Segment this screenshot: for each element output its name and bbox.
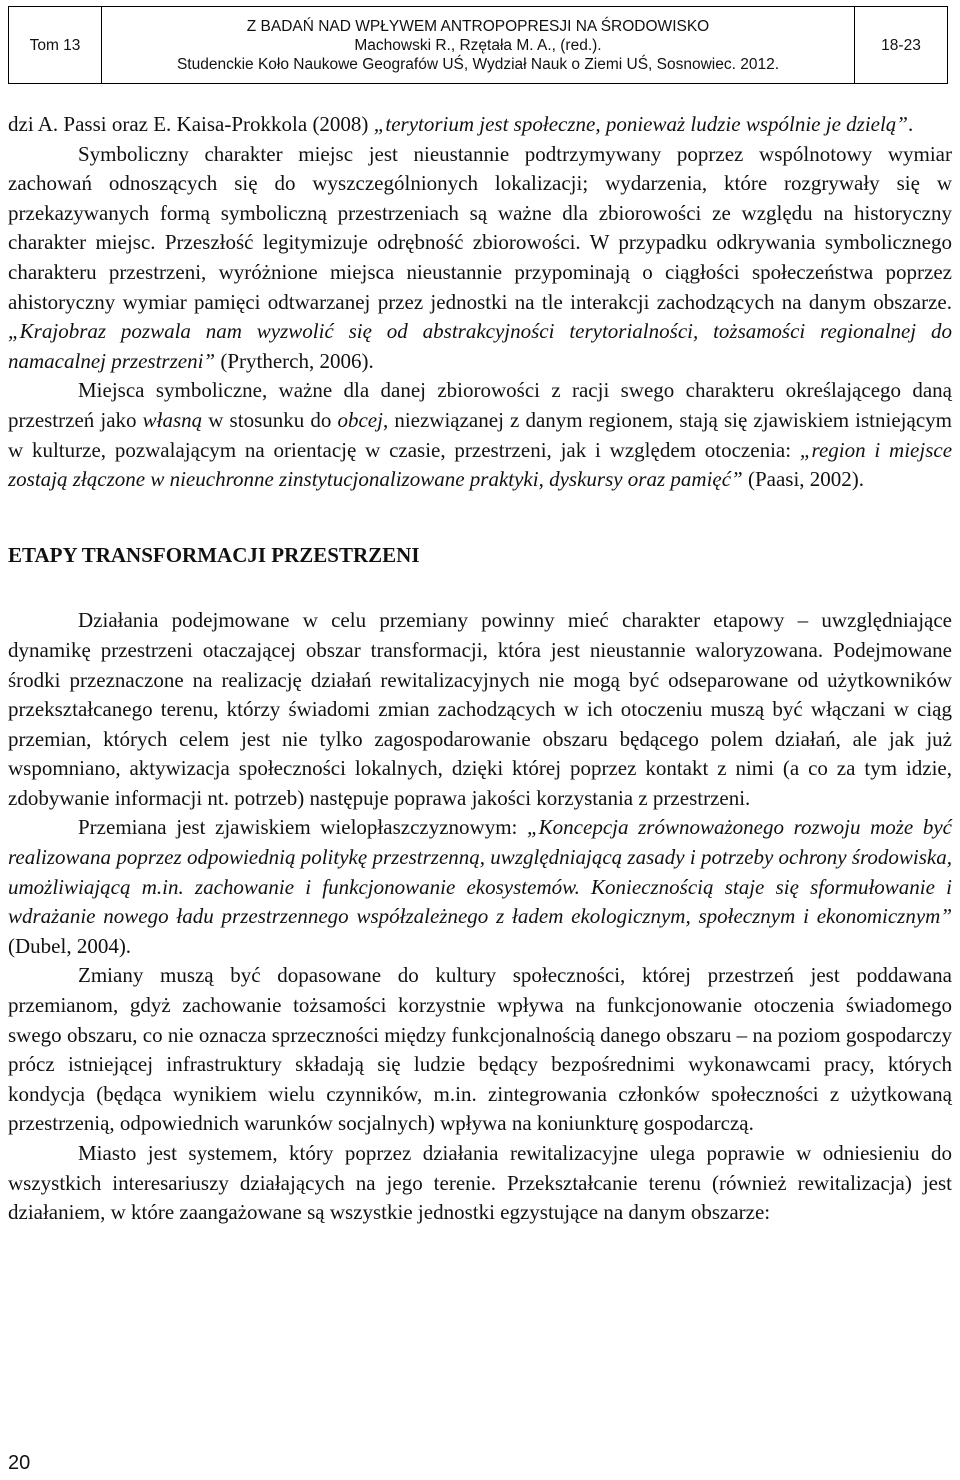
- paragraph-3: [8, 376, 952, 494]
- section-heading: ETAPY TRANSFORMACJI PRZESTRZENI: [8, 542, 420, 567]
- paragraph-4: Działania podejmowane w celu przemiany powinny mieć charakter etapowy – uwzględniające dynamikę przestrzeni otaczającej obszar transformacji, która jest nieustannie waloryzowana. Podejmowane środki przeznaczone na realizację działań rewitalizacyjnych nie mogą być odseparowane od użytkowników przekształcanego terenu, którzy świadomi zmian zachodzących w ich otoczeniu muszą być włączani w ciąg przemian, których celem jest nie tylko zagospodarowanie obszaru będącego polem działań, ale jak już wspomniano, aktywizacja społeczności lokalnych, dzięki której poprzez kontakt z nimi (a co za tym idzie, zdobywanie informacji nt. potrzeb) następuje poprawa jakości korzystania z przestrzeni.: [8, 608, 952, 810]
- paragraph-1-text: dzi A. Passi oraz E. Kaisa-Prokkola (2008): [8, 112, 374, 136]
- header-publisher: Studenckie Koło Naukowe Geografów UŚ, Wydział Nauk o Ziemi UŚ, Sosnowiec. 2012.: [176, 55, 780, 73]
- paragraph-3-emph-b: obcej: [337, 407, 383, 432]
- page-number: 20: [8, 1452, 31, 1474]
- paragraph-7: Miasto jest systemem, który poprzez działania rewitalizacyjne ulega poprawie w odniesieniu do wszystkich interesariuszy działających na jego terenie. Przekształcanie terenu (również rewitalizacja) jest działaniem, w które zaangażowane są wszystkie jednostki egzystujące na danym obszarze:: [8, 1141, 952, 1225]
- article-body: [8, 110, 952, 1228]
- section-body: [8, 606, 952, 1227]
- header-volume: Tom 13: [29, 36, 81, 54]
- paragraph-3-text-b: w stosunku do: [202, 407, 338, 432]
- paragraph-2-text: Symboliczny charakter miejsc jest nieustannie podtrzymywany poprzez wspólnotowy wymiar zachowań odnoszących się do wyszczególnionych lokalizacji; wydarzenia, które rozgrywały się w przekazywanych formą symboliczną przestrzeniach są ważne dla zbiorowości ze względu na historyczny charakter miejsc. Przeszłość legitymizuje odrębność zbiorowości. W przypadku odkrywania symbolicznego charakteru przestrzeni, wyróżnione miejsca nieustannie przypominają o ciągłości społeczeństwa poprzez ahistoryczny wymiar pamięci odtwarzanej przez jednostki na tle interakcji zachodzących na danym obszarze.: [8, 141, 952, 314]
- paragraph-1-end: .: [908, 112, 914, 136]
- paragraph-3-citation: (Paasi, 2002).: [742, 467, 865, 492]
- header-title-block: [101, 7, 855, 83]
- header-pages: 18-23: [881, 36, 921, 54]
- page-header: [8, 6, 948, 84]
- paragraph-6: Zmiany muszą być dopasowane do kultury społeczności, której przestrzeń jest poddawana przemianom, gdyż zachowanie tożsamości korzystnie wpływa na funkcjonowanie otoczenia świadomego swego obszaru, co nie oznacza sprzeczności między funkcjonalnością danego obszaru – na poziom gospodarczy prócz istniejącej infrastruktury składają się ludzie będący bezpośrednimi wykonawcami pracy, których kondycja (będąca wynikiem wielu czynników, m.in. zintegrowania członków społeczności z użytkowaną przestrzenią, odpowiednich warunków socjalnych) wpływa na koniunkturę gospodarczą.: [8, 963, 952, 1136]
- paragraph-5-text: Przemiana jest zjawiskiem wielopłaszczyznowym:: [78, 815, 527, 840]
- paragraph-2: [8, 140, 952, 377]
- paragraph-5: [8, 813, 952, 961]
- header-editors: Machowski R., Rzętała M. A., (red.).: [354, 36, 602, 54]
- paragraph-5-citation: (Dubel, 2004).: [8, 933, 132, 958]
- paragraph-3-text-c: , niezwiązanej z danym regionem, stają się zjawiskiem istniejącym w kulturze, pozwalającym na orientację w czasie, przestrzeni, jak i względem otoczenia:: [8, 407, 952, 462]
- paragraph-1-quote: „terytorium jest społeczne, ponieważ ludzie wspólnie je dzielą”: [373, 112, 908, 136]
- paragraph-3-quote: „region i miejsce zostają złączone w nieuchronne zinstytucjonalizowane praktyki, dyskursy oraz pamięć”: [8, 437, 953, 492]
- paragraph-1: [8, 110, 952, 140]
- header-series-title: Z BADAŃ NAD WPŁYWEM ANTROPOPRESJI NA ŚRODOWISKO: [246, 17, 710, 35]
- paragraph-3-emph-a: własną: [142, 407, 203, 432]
- paragraph-3-text-a: Miejsca symboliczne, ważne dla danej zbiorowości z racji swego charakteru określającego daną przestrzeń jako: [8, 378, 952, 432]
- paragraph-2-citation: (Prytherch, 2006).: [215, 348, 374, 373]
- paragraph-5-quote: „Koncepcja zrównoważonego rozwoju może być realizowana poprzez odpowiednią politykę przestrzenną, uwzględniającą zasady i potrzeby ochrony środowiska, umożliwiającą m.in. zachowanie i funkcjonowanie ekosystemów. Koniecznością staje się sformułowanie i wdrażanie nowego ładu przestrzennego współzależnego z ładem ekologicznym, społecznym i ekonomicznym”: [8, 815, 953, 929]
- paragraph-2-quote: „Krajobraz pozwala nam wyzwolić się od abstrakcyjności terytorialności, tożsamości regionalnej do namacalnej przestrzeni”: [8, 319, 952, 373]
